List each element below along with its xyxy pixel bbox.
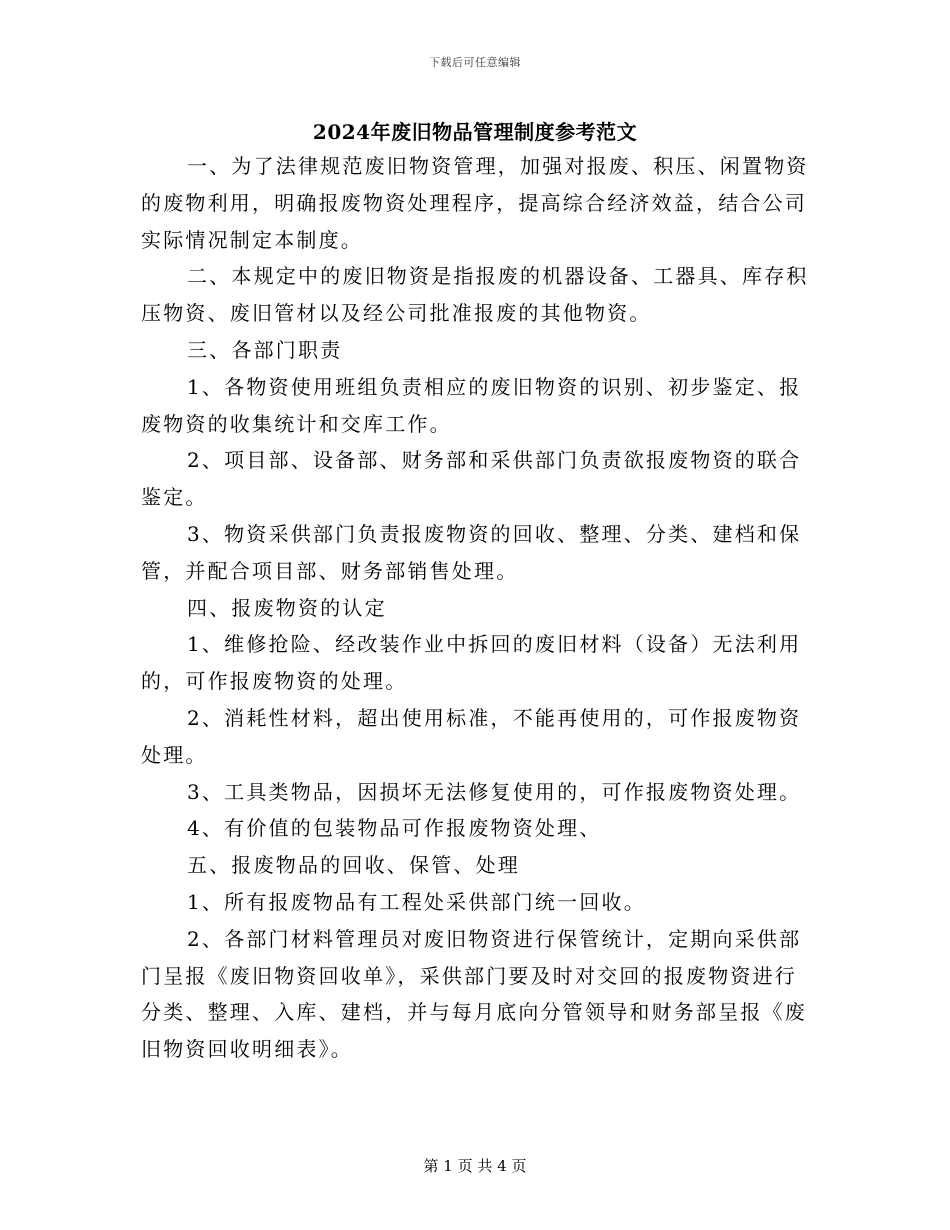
paragraph-3-3: 3、物资采供部门负责报废物资的回收、整理、分类、建档和保管，并配合项目部、财务部销售处理。 [141, 521, 802, 583]
paragraph-3-2: 2、项目部、设备部、财务部和采供部门负责欲报废物资的联合鉴定。 [141, 448, 802, 510]
header-note: 下载后可任意编辑 [429, 56, 521, 69]
paragraph-5-2: 2、各部门材料管理员对废旧物资进行保管统计，定期向采供部门呈报《废旧物资回收单》，采供部门要及时对交回的报废物资进行分类、整理、入库、建档，并与每月底向分管领导和财务部呈报《废旧物资回收明细表》。 [141, 926, 807, 1062]
page-footer: 第 1 页 共 4 页 [423, 1157, 527, 1175]
document-title: 2024年废旧物品管理制度参考范文 [312, 120, 638, 144]
paragraph-5-1: 1、所有报废物品有工程处采供部门统一回收。 [187, 889, 646, 914]
section-heading-5: 五、报废物品的回收、保管、处理 [187, 853, 520, 878]
paragraph-1: 一、为了法律规范废旧物资管理，加强对报废、积压、闲置物资的废物利用，明确报废物资处理程序，提高综合经济效益，结合公司实际情况制定本制度。 [141, 154, 809, 252]
paragraph-4-3: 3、工具类物品，因损坏无法修复使用的，可作报废物资处理。 [187, 779, 802, 804]
paragraph-4-1: 1、维修抢险、经改装作业中拆回的废旧材料（设备）无法利用的，可作报废物资的处理。 [141, 632, 802, 694]
paragraph-3-1: 1、各物资使用班组负责相应的废旧物资的识别、初步鉴定、报废物资的收集统计和交库工作。 [141, 374, 802, 436]
document-body [141, 148, 809, 1068]
paragraph-4-4: 4、有价值的包装物品可作报废物资处理、 [187, 816, 602, 841]
paragraph-4-2: 2、消耗性材料，超出使用标准，不能再使用的，可作报废物资处理。 [141, 705, 802, 767]
section-heading-4: 四、报废物资的认定 [187, 595, 387, 620]
section-heading-3: 三、各部门职责 [187, 337, 343, 362]
paragraph-2: 二、本规定中的废旧物资是指报废的机器设备、工器具、库存积压物资、废旧管材以及经公司批准报废的其他物资。 [141, 264, 809, 326]
